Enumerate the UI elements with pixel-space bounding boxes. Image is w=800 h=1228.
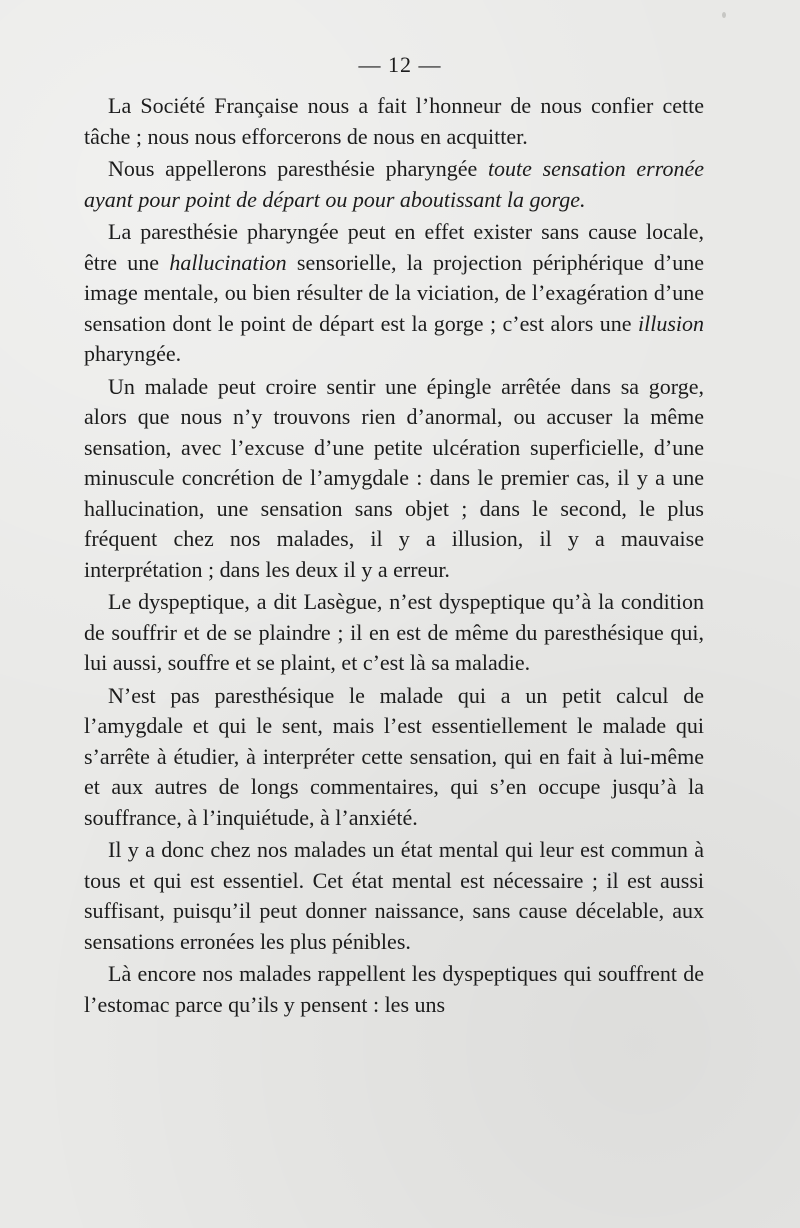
paper-speck (722, 12, 726, 18)
text-segment: Un malade peut croire sentir une épingle arrêtée dans sa gorge, alors que nous n’y trouvons rien d’anormal, ou accuser la même sensation, avec l’excuse d’une petite ulcération superficielle, d’une minuscule concrétion de l’amygdale : dans le premier cas, il y a une hallucination, une sensation sans objet ; dans le second, le plus fréquent chez nos malades, il y a illusion, il y a mauvaise interprétation ; dans les deux il y a erreur. (84, 373, 704, 582)
body-text (84, 91, 704, 1020)
page-number: — 12 — (358, 52, 442, 77)
text-segment: Nous appellerons paresthésie pharyngée (108, 156, 488, 181)
text-segment: sensorielle, la projection périphérique d’une image mentale, ou bien résulter de la viciation, de l’exagération d’une sensation dont le point de départ est la gorge ; c’est alors une (84, 249, 704, 336)
text-segment: N’est pas paresthésique le malade qui a un petit calcul de l’amygdale et qui le sent, mais l’est essentiellement le malade qui s’arrête à étudier, à interpréter cette sensation, qui en fait à lui-même et aux autres de longs commentaires, qui s’en occupe jusqu’à la souffrance, à l’inquiétude, à l’anxiété. (84, 682, 704, 830)
text-segment: La Société Française nous a fait l’honneur de nous confier cette tâche ; nous nous efforcerons de nous en acquitter. (84, 93, 704, 149)
text-segment: pharyngée. (84, 341, 182, 366)
paragraph (84, 91, 704, 152)
text-segment: Le dyspeptique, a dit Lasègue, n’est dyspeptique qu’à la condition de souffrir et de se plaindre ; il en est de même du paresthésique qui, lui aussi, souffre et se plaint, et c’est là sa maladie. (84, 589, 704, 675)
paragraph (84, 372, 704, 586)
italic-text: illusion (637, 310, 704, 336)
paragraph (84, 217, 704, 370)
paragraph (84, 681, 704, 834)
text-segment: Là encore nos malades rappellent les dyspeptiques qui souffrent de l’estomac parce qu’ils y pensent : les uns (84, 961, 704, 1017)
italic-text: hallucination (169, 249, 287, 275)
paragraph (84, 587, 704, 679)
paragraph (84, 154, 704, 215)
paragraph (84, 835, 704, 957)
text-segment: Il y a donc chez nos malades un état mental qui leur est commun à tous et qui est essentiel. Cet état mental est nécessaire ; il est aussi suffisant, puisqu’il peut donner naissance, sans cause décelable, aux sensations erronées les plus pénibles. (84, 837, 704, 954)
italic-text: toute sensation erronée ayant pour point de départ ou pour aboutissant la gorge. (84, 156, 704, 212)
paragraph (84, 959, 704, 1020)
text-segment: La paresthésie pharyngée peut en effet exister sans cause locale, être une (84, 219, 704, 275)
